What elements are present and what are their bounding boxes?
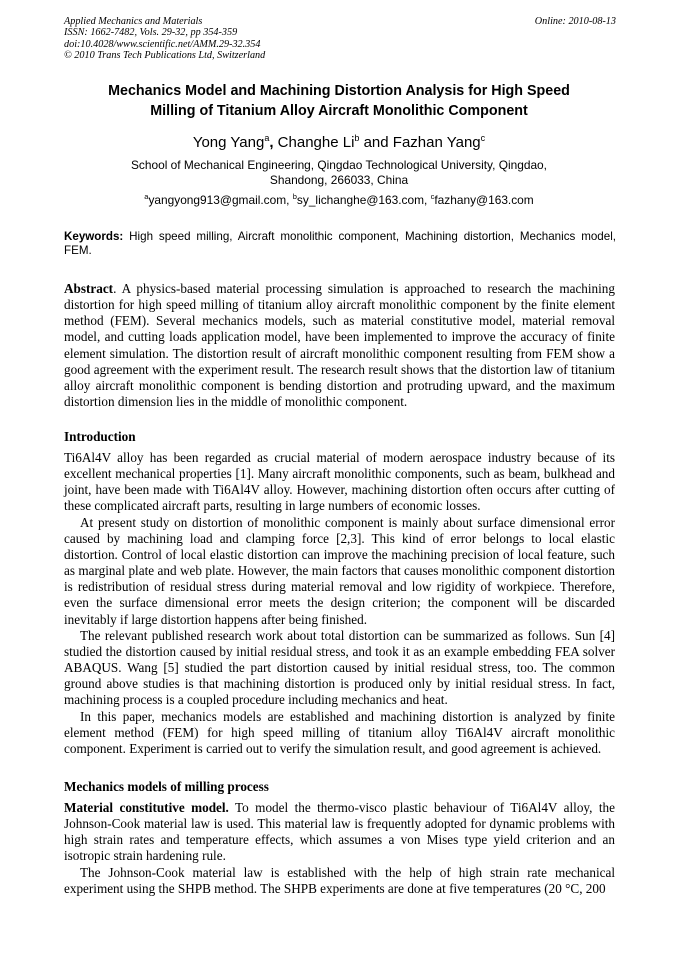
abstract-label: Abstract xyxy=(64,281,114,296)
paragraph xyxy=(64,800,615,865)
paragraph: At present study on distortion of monolithic component is mainly about surface dimensional error caused by machining load and clamping force [2,3]. This kind of error belongs to local elastic distortion. Control of local elastic distortion can improve the machining precision of local feature, such as marginal plate and web plate. However, the main factors that causes monolithic component distortion is redistribution of residual stress during material removal and low rigidity of workpiece. Therefore, even the surface dimensional error meets the design criterion; the component will be discarded inevitably if large distortion happens after being finished. xyxy=(64,514,615,627)
email-separator: , xyxy=(424,193,431,207)
abstract-text: . A physics-based material processing simulation is approached to research the machining distortion for high speed milling of titanium alloy aircraft monolithic component by the finite element method (FEM). Several mechanics models, such as material constitutive model, material removal model, and cutting loads application model, have been implemented to improve the accuracy of finite element simulation. The distortion result of aircraft monolithic component resulting from FEM show a good agreement with the experiment result. The research result shows that the distortion law of titanium alloy aircraft monolithic component is bending distortion and protruding upward, and the maximum distortion dimension lies in the middle of monolithic component. xyxy=(64,281,615,410)
title-line-2: Milling of Titanium Alloy Aircraft Monolithic Component xyxy=(150,102,528,119)
online-date: Online: 2010-08-13 xyxy=(534,16,616,27)
author-mark: c xyxy=(480,133,486,143)
journal-name: Applied Mechanics and Materials xyxy=(64,16,203,27)
paper-title xyxy=(60,82,618,121)
author-separator: and xyxy=(359,134,389,151)
email-separator: , xyxy=(286,193,293,207)
paragraph-text: To model the thermo-visco plastic behaviour of Ti6Al4V alloy, the Johnson-Cook material law is used. This material law is frequently adopted for dynamic problems with high strain rates and temperature effects, which assumes a von Mises type yield criterion and an isotropic strain hardening rule. xyxy=(64,800,615,864)
email-mark: a xyxy=(144,192,149,201)
affiliation xyxy=(60,158,618,188)
abstract xyxy=(64,281,615,410)
introduction-body xyxy=(64,450,615,757)
email-mark: c xyxy=(430,192,435,201)
paragraph: The Johnson-Cook material law is established with the help of high strain rate mechanical experiment using the SHPB method. The SHPB experiments are done at five temperatures (20 °C, 200 xyxy=(64,864,615,896)
email-list xyxy=(60,193,618,208)
email-mark: b xyxy=(292,192,297,201)
author-name: Yong Yang xyxy=(192,134,265,151)
author-mark: a xyxy=(264,133,270,143)
author-list xyxy=(60,134,618,152)
keywords-text: High speed milling, Aircraft monolithic component, Machining distortion, Mechanics model, FEM. xyxy=(64,230,616,257)
mechanics-models-body xyxy=(64,800,615,897)
title-line-1: Mechanics Model and Machining Distortion Analysis for High Speed xyxy=(108,83,570,99)
paragraph: The relevant published research work about total distortion can be summarized as follows. Sun [4] studied the distortion caused by initial residual stress, and took it as an example embedding FEA solver ABAQUS. Wang [5] studied the part distortion caused by initial residual stress, too. The common ground above studies is that machining distortion is produced only by initial residual stress. In fact, machining process is a coupled procedure including mechanics and heat. xyxy=(64,627,615,708)
author-separator: , xyxy=(269,134,274,151)
copyright-line: © 2010 Trans Tech Publications Ltd, Switzerland xyxy=(64,50,266,62)
author-mark: b xyxy=(354,133,360,143)
doi-line: doi:10.4028/www.scientific.net/AMM.29-32.354 xyxy=(64,38,261,50)
section-heading-mechanics-models: Mechanics models of milling process xyxy=(64,779,269,794)
keywords-label: Keywords: xyxy=(64,230,124,243)
paragraph: In this paper, mechanics models are established and machining distortion is analyzed by finite element method (FEM) for high speed milling of titanium alloy Ti6Al4V aircraft monolithic component. Experiment is carried out to verify the simulation result, and good agreement is achieved. xyxy=(64,708,615,756)
email-address: fazhany@163.com xyxy=(434,193,534,207)
email-address: yangyong913@gmail.com xyxy=(148,193,287,207)
author-name: Fazhan Yang xyxy=(392,134,481,151)
author-name: Changhe Li xyxy=(277,134,355,151)
affiliation-line-1: School of Mechanical Engineering, Qingdao Technological University, Qingdao, xyxy=(131,158,547,172)
email-address: sy_lichanghe@163.com xyxy=(296,193,425,207)
keywords xyxy=(64,230,616,258)
paragraph: Ti6Al4V alloy has been regarded as crucial material of modern aerospace industry because of its excellent mechanical properties [1]. Many aircraft monolithic components, such as beam, bulkhead and joint, have been made with Ti6Al4V alloy. However, machining distortion often occurs after cutting of these complicated aircraft parts, resulting in large numbers of economic losses. xyxy=(64,450,615,514)
issn-line: ISSN: 1662-7482, Vols. 29-32, pp 354-359 xyxy=(64,27,238,39)
subsection-runin-heading: Material constitutive model. xyxy=(64,800,229,815)
running-header xyxy=(64,16,616,62)
affiliation-line-2: Shandong, 266033, China xyxy=(269,173,409,187)
section-heading-introduction: Introduction xyxy=(64,429,136,444)
